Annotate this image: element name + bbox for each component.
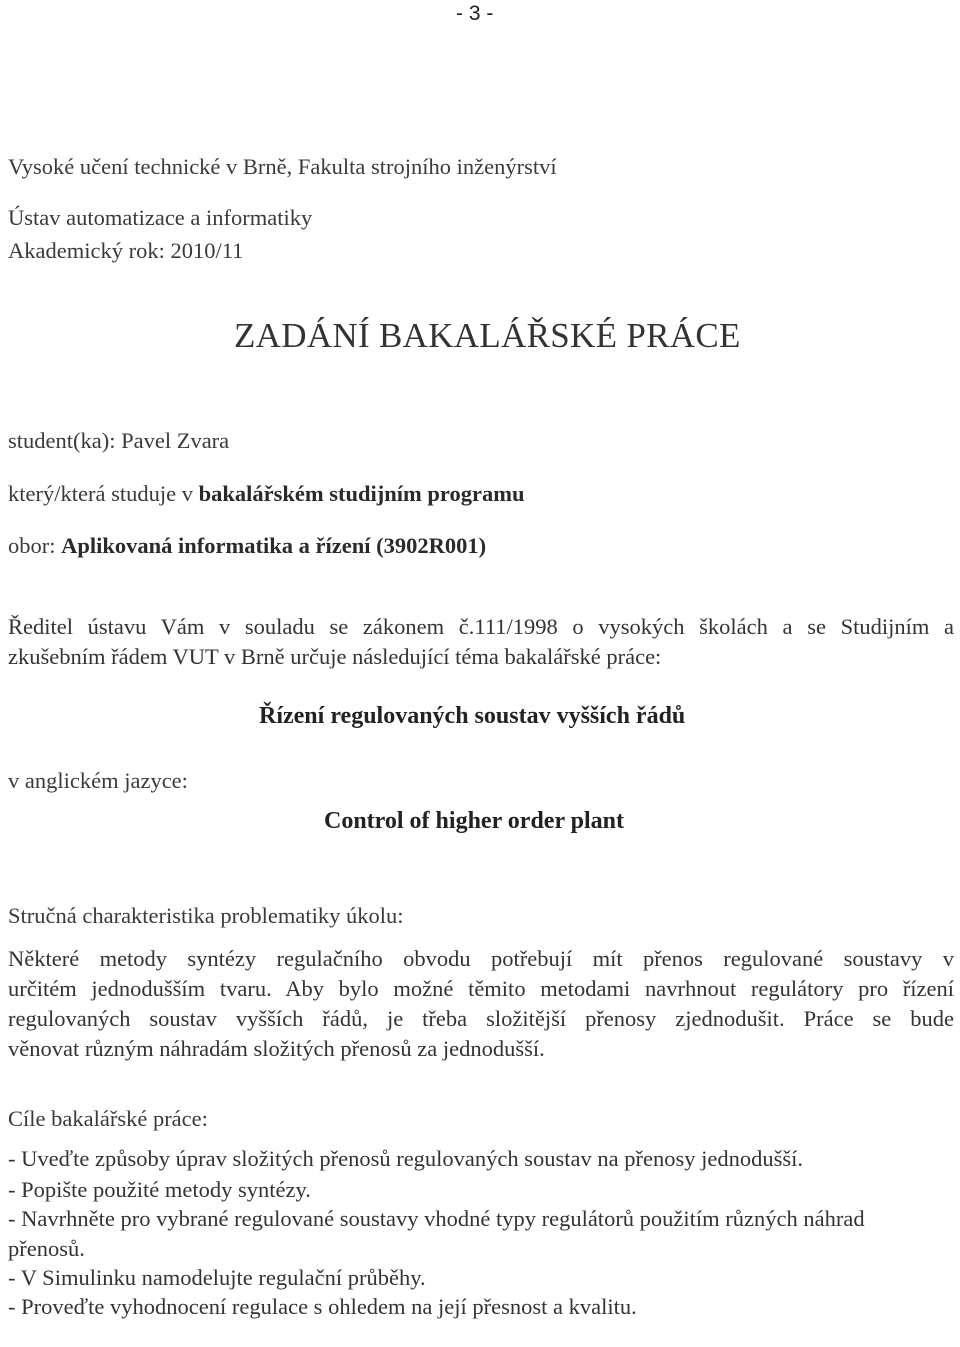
field-name: Aplikovaná informatika a řízení (3902R001) — [61, 533, 487, 558]
goal-item: - V Simulinku namodelujte regulační průběhy. — [8, 1265, 426, 1290]
characteristics-line-3: regulovaných soustav vyšších řádů, je třeba složitější přenosy zjednodušit. Práce se bude — [8, 1006, 954, 1031]
field-line — [8, 533, 486, 559]
characteristics-line-4: věnovat různým náhradám složitých přenosů za jednodušší. — [8, 1036, 545, 1061]
intro-line-2: zkušebním řádem VUT v Brně určuje následující téma bakalářské práce: — [8, 644, 662, 669]
intro-line-1: Ředitel ústavu Vám v souladu se zákonem č.111/1998 o vysokých školách a se Studijním a — [8, 614, 954, 639]
characteristics-heading: Stručná charakteristika problematiky úkolu: — [8, 903, 404, 928]
institute-line: Ústav automatizace a informatiky — [8, 205, 313, 230]
student-label: student(ka): — [8, 428, 122, 453]
document-title: ZADÁNÍ BAKALÁŘSKÉ PRÁCE — [234, 316, 741, 355]
goal-item: - Uveďte způsoby úprav složitých přenosů regulovaných soustav na přenosy jednodušší. — [8, 1146, 804, 1171]
student-line — [8, 428, 229, 454]
academic-year-line: Akademický rok: 2010/11 — [8, 238, 244, 263]
goal-item: - Proveďte vyhodnocení regulace s ohledem na její přesnost a kvalitu. — [8, 1294, 637, 1319]
intro-paragraph — [8, 612, 954, 672]
characteristics-line-1: Některé metody syntézy regulačního obvodu potřebují mít přenos regulované soustavy v — [8, 946, 954, 971]
student-name: Pavel Zvara — [121, 428, 230, 453]
institution-line: Vysoké učení technické v Brně, Fakulta strojního inženýrství — [8, 154, 557, 179]
goals-heading: Cíle bakalářské práce: — [8, 1106, 208, 1131]
program-line — [8, 481, 524, 507]
goal-item: - Navrhněte pro vybrané regulované soustavy vhodné typy regulátorů použitím různých náhrad — [8, 1206, 865, 1231]
english-label: v anglickém jazyce: — [8, 768, 188, 793]
program-name: bakalářském studijním programu — [198, 481, 525, 506]
goal-item-continuation: přenosů. — [8, 1236, 85, 1261]
page-number: - 3 - — [456, 2, 494, 25]
field-prefix: obor: — [8, 533, 62, 558]
characteristics-paragraph — [8, 944, 954, 1064]
thesis-title-english: Control of higher order plant — [324, 808, 625, 834]
thesis-title-czech: Řízení regulovaných soustav vyšších řádů — [259, 703, 686, 729]
goal-item: - Popište použité metody syntézy. — [8, 1177, 311, 1202]
program-prefix: který/která studuje v — [8, 481, 199, 506]
characteristics-line-2: určitém jednodušším tvaru. Aby bylo možné těmito metodami navrhnout regulátory pro řízení — [8, 976, 954, 1001]
